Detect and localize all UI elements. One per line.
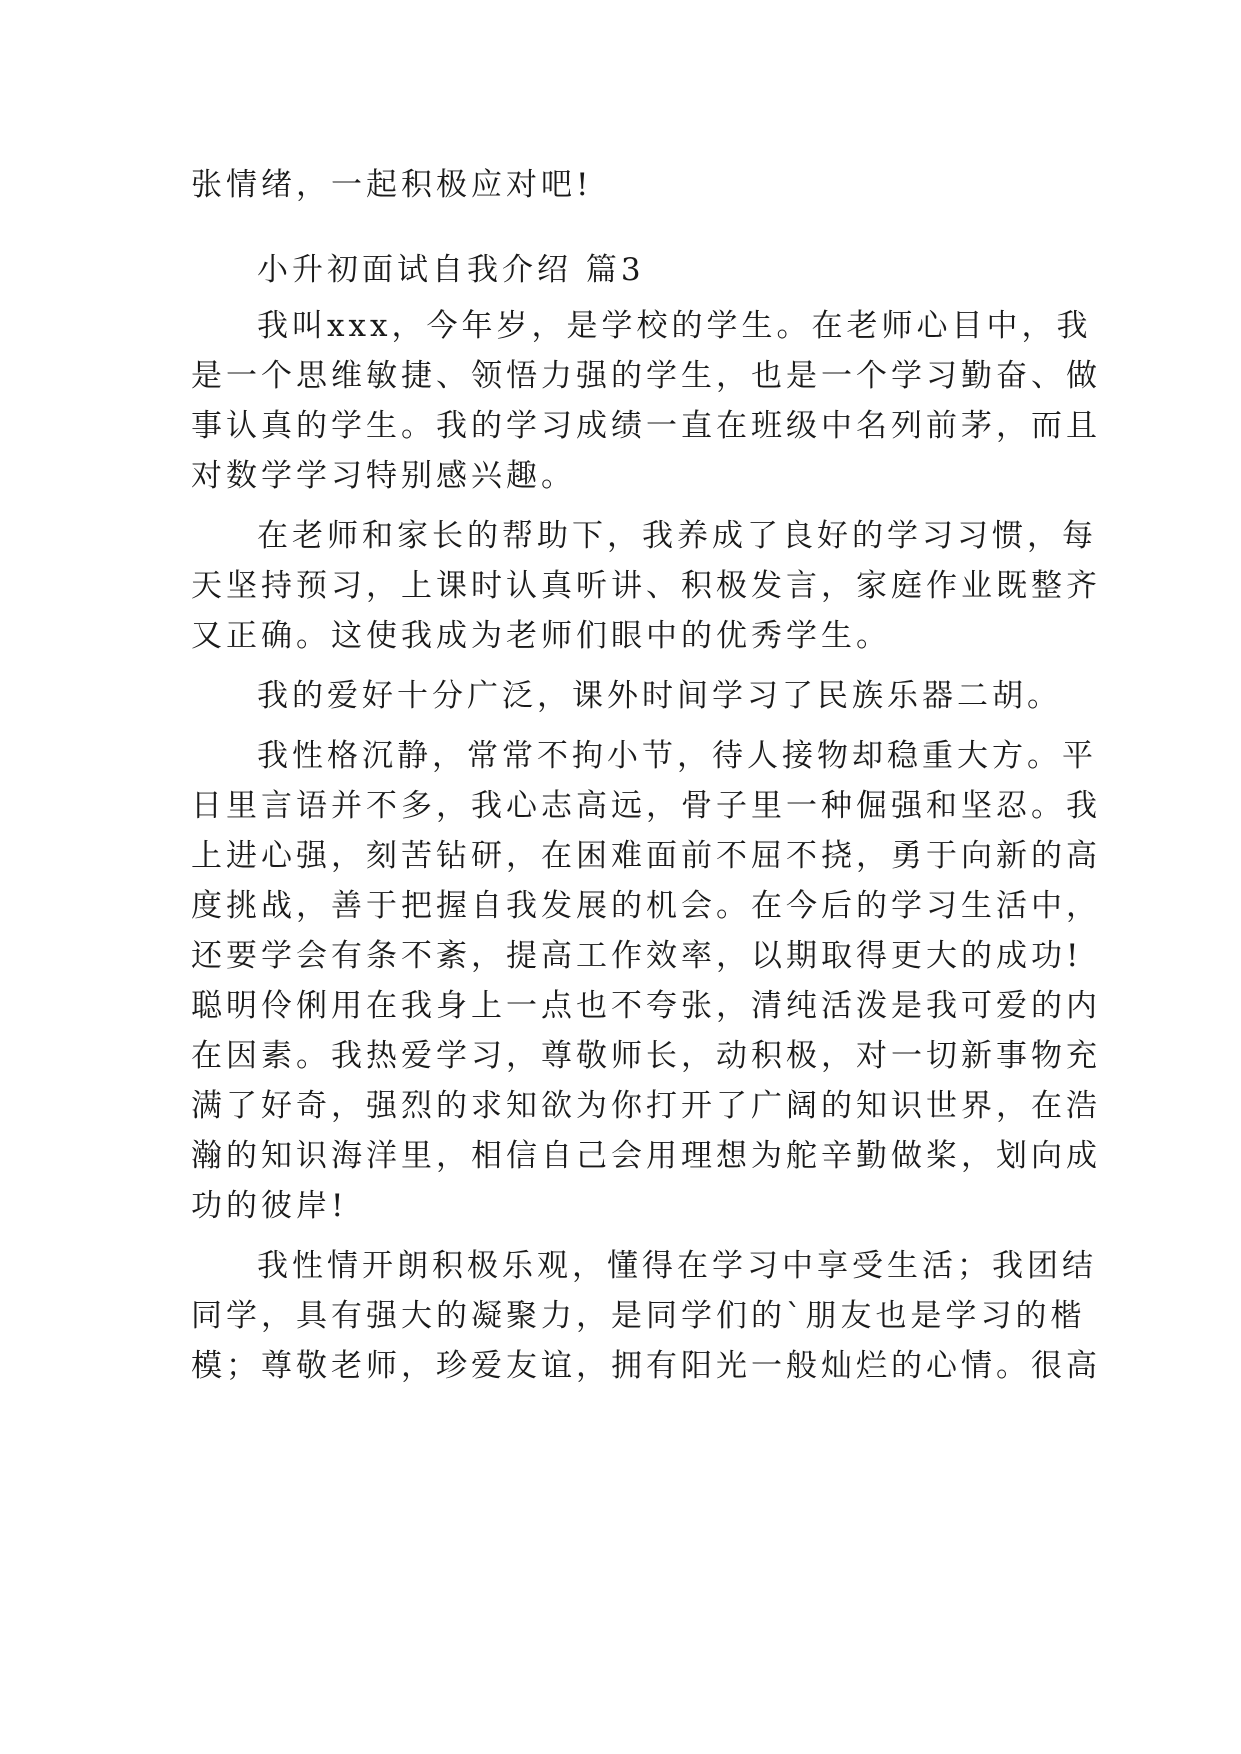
text-line: 对数学学习特别感兴趣。 — [191, 458, 576, 494]
text-line: 我的爱好十分广泛，课外时间学习了民族乐器二胡。 — [257, 678, 1062, 714]
text-line: 我性格沉静，常常不拘小节，待人接物却稳重大方。平 — [257, 738, 1097, 774]
text-line: 在老师和家长的帮助下，我养成了良好的学习习惯，每 — [257, 518, 1097, 554]
text-line: 满了好奇，强烈的求知欲为你打开了广阔的知识世界，在浩 — [191, 1088, 1101, 1124]
text-line: 度挑战，善于把握自我发展的机会。在今后的学习生活中， — [191, 888, 1101, 924]
text-line: 张情绪，一起积极应对吧! — [191, 167, 593, 203]
text-line: 在因素。我热爱学习，尊敬师长，动积极，对一切新事物充 — [191, 1038, 1101, 1074]
text-line: 我性情开朗积极乐观，懂得在学习中享受生活；我团结 — [257, 1248, 1097, 1284]
text-line: 聪明伶俐用在我身上一点也不夸张，清纯活泼是我可爱的内 — [191, 988, 1101, 1024]
text-line: 瀚的知识海洋里，相信自己会用理想为舵辛勤做桨，划向成 — [191, 1138, 1101, 1174]
text-line: 模；尊敬老师，珍爱友谊，拥有阳光一般灿烂的心情。很高 — [191, 1348, 1101, 1384]
text-line: 还要学会有条不紊，提高工作效率，以期取得更大的成功! — [191, 938, 1083, 974]
text-line: 天坚持预习，上课时认真听讲、积极发言，家庭作业既整齐 — [191, 568, 1101, 604]
text-line: 同学，具有强大的凝聚力，是同学们的`朋友也是学习的楷 — [191, 1298, 1086, 1334]
text-line: 上进心强，刻苦钻研，在困难面前不屈不挠，勇于向新的高 — [191, 838, 1101, 874]
text-line: 又正确。这使我成为老师们眼中的优秀学生。 — [191, 618, 891, 654]
text-line: 日里言语并不多，我心志高远，骨子里一种倔强和坚忍。我 — [191, 788, 1101, 824]
text-line: 功的彼岸! — [191, 1188, 348, 1224]
text-line: 我叫xxx，今年岁，是学校的学生。在老师心目中，我 — [257, 308, 1092, 344]
text-line: 事认真的学生。我的学习成绩一直在班级中名列前茅，而且 — [191, 408, 1101, 444]
section-heading: 小升初面试自我介绍 篇3 — [257, 252, 645, 288]
text-line: 是一个思维敏捷、领悟力强的学生，也是一个学习勤奋、做 — [191, 358, 1101, 394]
